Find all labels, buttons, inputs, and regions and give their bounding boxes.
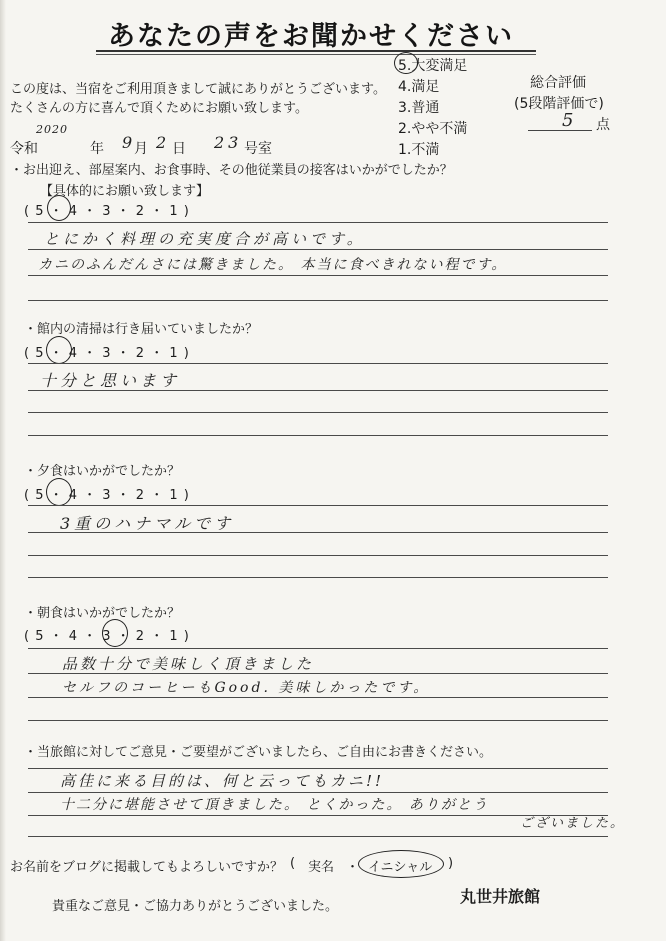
q4-line-2 (28, 673, 608, 674)
q1-selected-circle (47, 195, 71, 221)
q4-selected-circle (102, 619, 128, 647)
blog-question: お名前をブログに掲載してもよろしいですか？ (10, 860, 284, 875)
q5-text: ・当旅館に対してご意見・ご要望がございましたら、ご自由にお書きください。 (24, 745, 493, 760)
room-value: 23 (214, 133, 243, 152)
overall-label: 総合評価 (530, 75, 586, 91)
q3-selected-circle (46, 478, 72, 506)
room-label: 号室 (244, 141, 272, 157)
q4-line-1 (28, 648, 608, 649)
overall-value: 5 (562, 110, 578, 131)
inn-name: 丸世井旅館 (460, 887, 541, 906)
overall-unit: 点 (596, 117, 610, 133)
q2-line-1 (28, 363, 608, 364)
q1-line-3 (28, 275, 608, 276)
q3-line-2 (28, 532, 608, 533)
thanks-message: 貴重なご意見・ご協力ありがとうございました。 (52, 899, 339, 914)
q1-note: 【具体的にお願い致します】 (40, 184, 210, 199)
title-underline-secondary (96, 54, 536, 55)
blog-initial: イニシャル (368, 860, 433, 875)
overall-sublabel: (5段階評価で) (514, 96, 604, 112)
q1-text: ・お出迎え、部屋案内、お食事時、その他従業員の接客はいかがでしたか？ (10, 163, 453, 178)
form-title: あなたの声をお聞かせください (108, 21, 514, 52)
q2-line-2 (28, 390, 608, 391)
day-value: 2 (156, 133, 171, 152)
q5-answer-2: 十二分に堪能させて頂きました。 とくかった。 ありがとう (60, 797, 489, 813)
day-label: 日 (172, 141, 186, 157)
intro-line-2: たくさんの方に喜んで頂くためにお願い致します。 (10, 101, 308, 116)
q2-answer-1: 十分と思います (40, 371, 181, 390)
q4-line-3 (28, 697, 608, 698)
q3-line-4 (28, 577, 608, 578)
legend-2: 2.やや不満 (398, 121, 468, 137)
q5-answer-3: ございました。 (520, 816, 626, 831)
q1-line-2 (28, 249, 608, 250)
q5-answer-1: 高佳に来る目的は、何と云ってもカニ!! (60, 772, 385, 790)
q2-text: ・館内の清掃は行き届いていましたか？ (24, 322, 259, 337)
q5-line-1 (28, 768, 608, 769)
blog-close-paren: ) (448, 856, 454, 871)
blog-real-name: 実名 (308, 860, 335, 875)
year-handwritten: 2020 (36, 123, 68, 136)
q1-line-4 (28, 300, 608, 301)
blog-separator: ・ (346, 860, 360, 875)
legend-5-circle (394, 52, 418, 74)
q3-scale: ( 5 ・ 4 ・ 3 ・ 2 ・ 1 ) (24, 488, 190, 503)
title-underline (96, 50, 536, 52)
blog-initial-circle (358, 850, 444, 878)
scan-edge-shadow (0, 0, 6, 941)
q4-answer-2: セルフのコーヒーもGood. 美味しかったです。 (62, 680, 431, 696)
legend-3: 3.普通 (398, 100, 440, 116)
overall-value-underline (528, 130, 592, 131)
year-label: 年 (90, 141, 104, 157)
q4-text: ・朝食はいかがでしたか？ (24, 606, 181, 621)
q2-line-4 (28, 435, 608, 436)
intro-line-1: この度は、当宿をご利用頂きまして誠にありがとうございます。 (10, 82, 386, 97)
legend-4: 4.満足 (398, 79, 440, 95)
blog-open-paren: ( (290, 856, 296, 871)
q1-line-1 (28, 222, 608, 223)
q3-text: ・夕食はいかがでしたか？ (24, 464, 181, 479)
q4-line-4 (28, 720, 608, 721)
q2-selected-circle (46, 336, 72, 364)
q1-answer-1: とにかく料理の充実度合が高いです。 (44, 230, 366, 248)
q4-answer-1: 品数十分で美味しく頂きました (62, 655, 315, 673)
legend-1: 1.不満 (398, 142, 440, 158)
q5-line-4 (28, 836, 608, 837)
q5-line-2 (28, 792, 608, 793)
q4-scale: ( 5 ・ 4 ・ 3 ・ 2 ・ 1 ) (24, 629, 190, 644)
month-value: 9 (122, 133, 137, 152)
q3-line-1 (28, 505, 608, 506)
q1-scale: ( 5 ・ 4 ・ 3 ・ 2 ・ 1 ) (24, 204, 190, 219)
era-label: 令和 (10, 141, 38, 157)
q3-line-3 (28, 555, 608, 556)
month-label: 月 (134, 141, 148, 157)
q3-answer-1: 3重のハナマルです (60, 514, 235, 533)
q2-scale: ( 5 ・ 4 ・ 3 ・ 2 ・ 1 ) (24, 346, 190, 361)
legend-5: 5.大変満足 (398, 58, 468, 74)
q1-answer-2: カニのふんだんさには驚きました。 本当に食べきれない程です。 (38, 257, 508, 273)
q2-line-3 (28, 412, 608, 413)
